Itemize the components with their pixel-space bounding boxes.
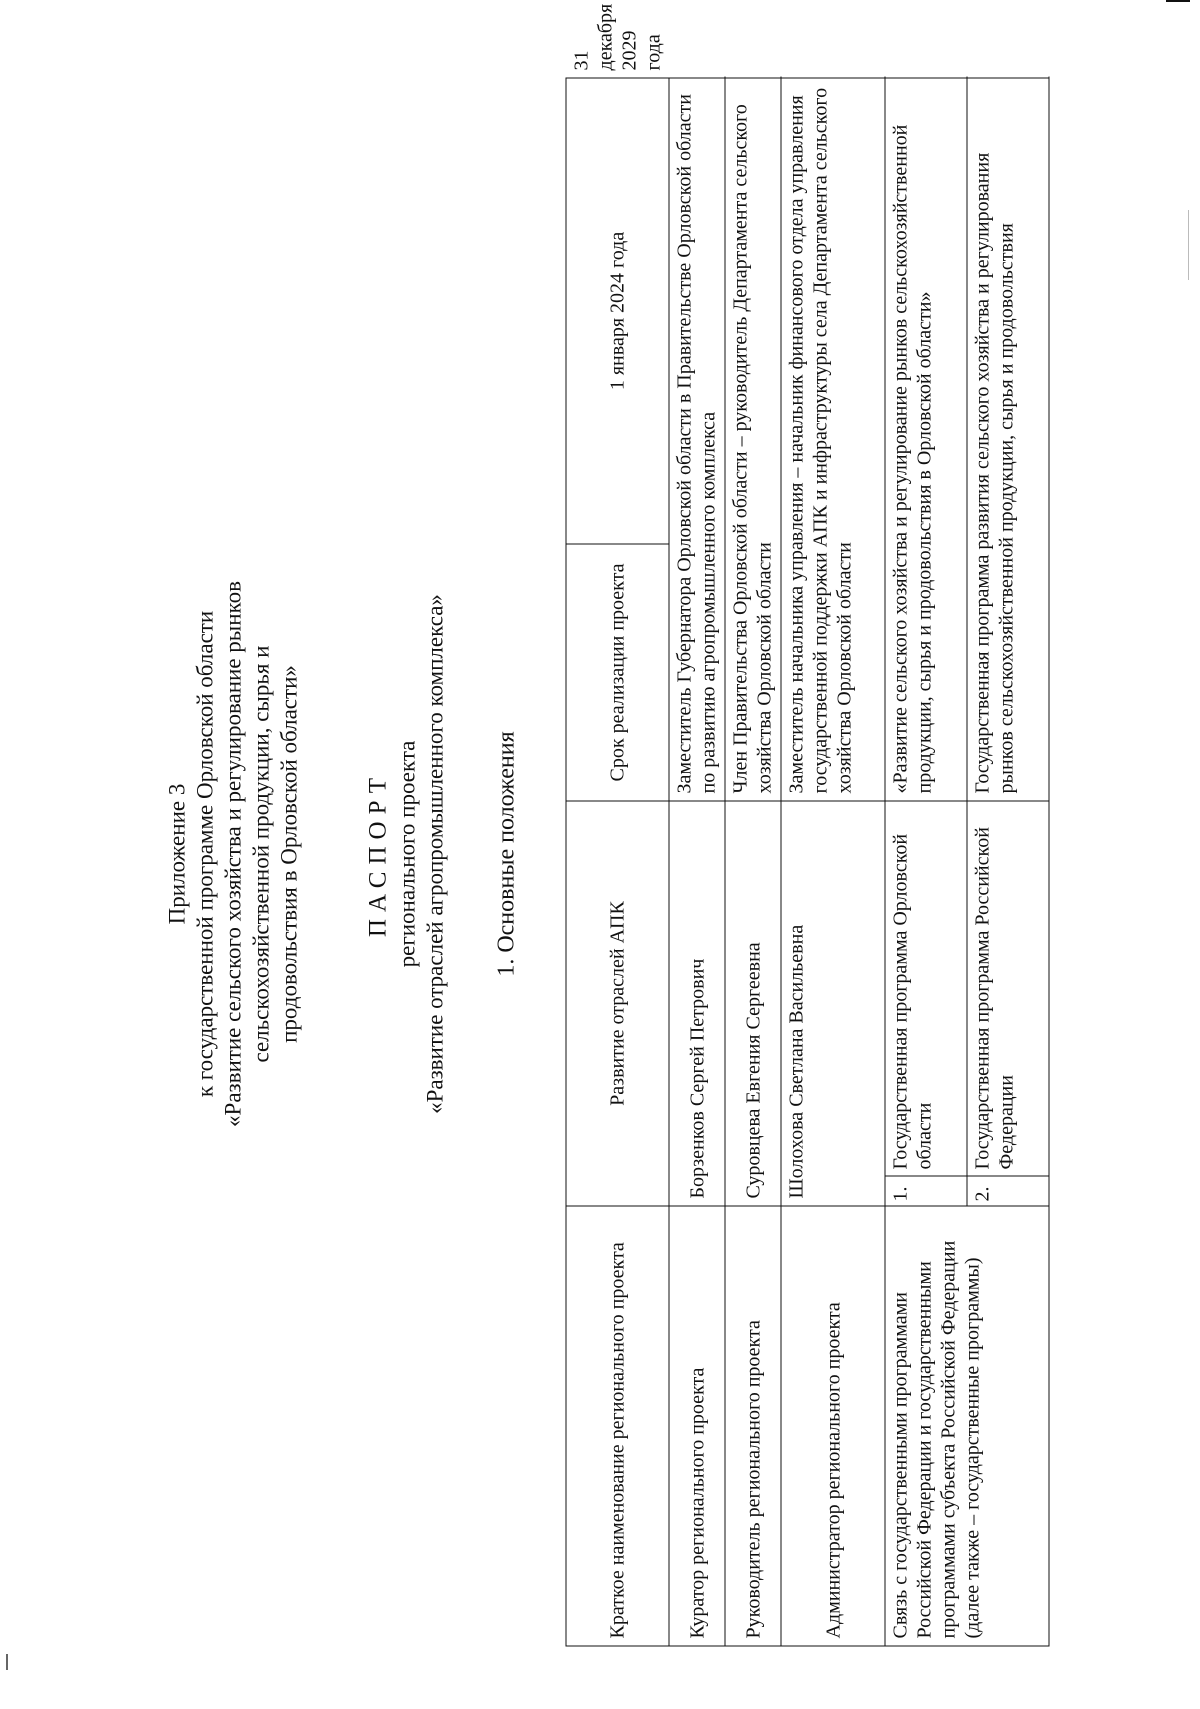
period-start: 1 января 2024 года: [566, 78, 669, 544]
annex-header: [164, 0, 304, 1709]
program-number: 2.: [967, 1176, 1049, 1206]
project-name: «Развитие отраслей агропромышленного комплекса»: [422, 594, 448, 1114]
head-name: Суровцева Евгения Сергеевна: [725, 801, 781, 1206]
head-position: Член Правительства Орловской области – руководитель Департамента сельского хозяйства Орловской области: [725, 78, 781, 801]
section-title: 1. Основные положения: [493, 731, 520, 977]
annex-line: продовольствия в Орловской области»: [276, 665, 302, 1043]
short-name-label: Краткое наименование регионального проекта: [566, 1206, 669, 1646]
period-label: Срок реализации проекта: [566, 544, 669, 801]
program-name: «Развитие сельского хозяйства и регулирование рынков сельскохозяйственной продукции, сырья и продовольствия в Орловской области»: [885, 78, 967, 801]
program-type: Государственная программа Российской Федерации: [967, 801, 1049, 1176]
curator-position: Заместитель Губернатора Орловской области в Правительстве Орловской области по развитию агропромышленного комплекса: [669, 78, 725, 801]
document-subtitle: регионального проекта: [394, 740, 420, 968]
admin-position: Заместитель начальника управления – начальник финансового отдела управления государственной поддержки АПК и инфраструктуры села Департамента сельского хозяйства Орловской области: [781, 78, 885, 801]
table-row: [781, 78, 885, 1646]
program-type: Государственная программа Орловской области: [885, 801, 967, 1176]
programs-link-label: Связь с государственными программами Российской Федерации и государственными программами субъекта Российской Федерации (далее также – государственные программы): [885, 1206, 1049, 1646]
table-row: [885, 78, 967, 1646]
rotated-document-page: [1, 0, 1200, 1709]
annex-line: «Развитие сельского хозяйства и регулирование рынков: [220, 581, 246, 1127]
curator-label: Куратор регионального проекта: [669, 1206, 725, 1646]
short-name-value: Развитие отраслей АПК: [566, 801, 669, 1206]
document-title: ПАСПОРТ: [364, 770, 392, 938]
project-passport-table: [566, 3, 1050, 1646]
annex-line: к государственной программе Орловской области: [192, 610, 218, 1098]
admin-label: Администратор регионального проекта: [781, 1206, 885, 1646]
table-row: [669, 78, 725, 1646]
curator-name: Борзенков Сергей Петрович: [669, 801, 725, 1206]
passport-header: [363, 0, 450, 1709]
admin-name: Шолохова Светлана Васильевна: [781, 801, 885, 1206]
table-row: Краткое наименование регионального проекта Развитие отраслей АПК Срок реализации проекта 1 января 2024 года 31 декабря 2029 года: [566, 78, 669, 1646]
head-label: Руководитель регионального проекта: [725, 1206, 781, 1646]
annex-line: сельскохозяйственной продукции, сырья и: [248, 645, 274, 1063]
annex-number: Приложение 3: [164, 783, 190, 925]
program-number: 1.: [885, 1176, 967, 1206]
table-row: [725, 78, 781, 1646]
program-name: Государственная программа развития сельского хозяйства и регулирования рынков сельскохозяйственной продукции, сырья и продовольствия: [967, 78, 1049, 801]
